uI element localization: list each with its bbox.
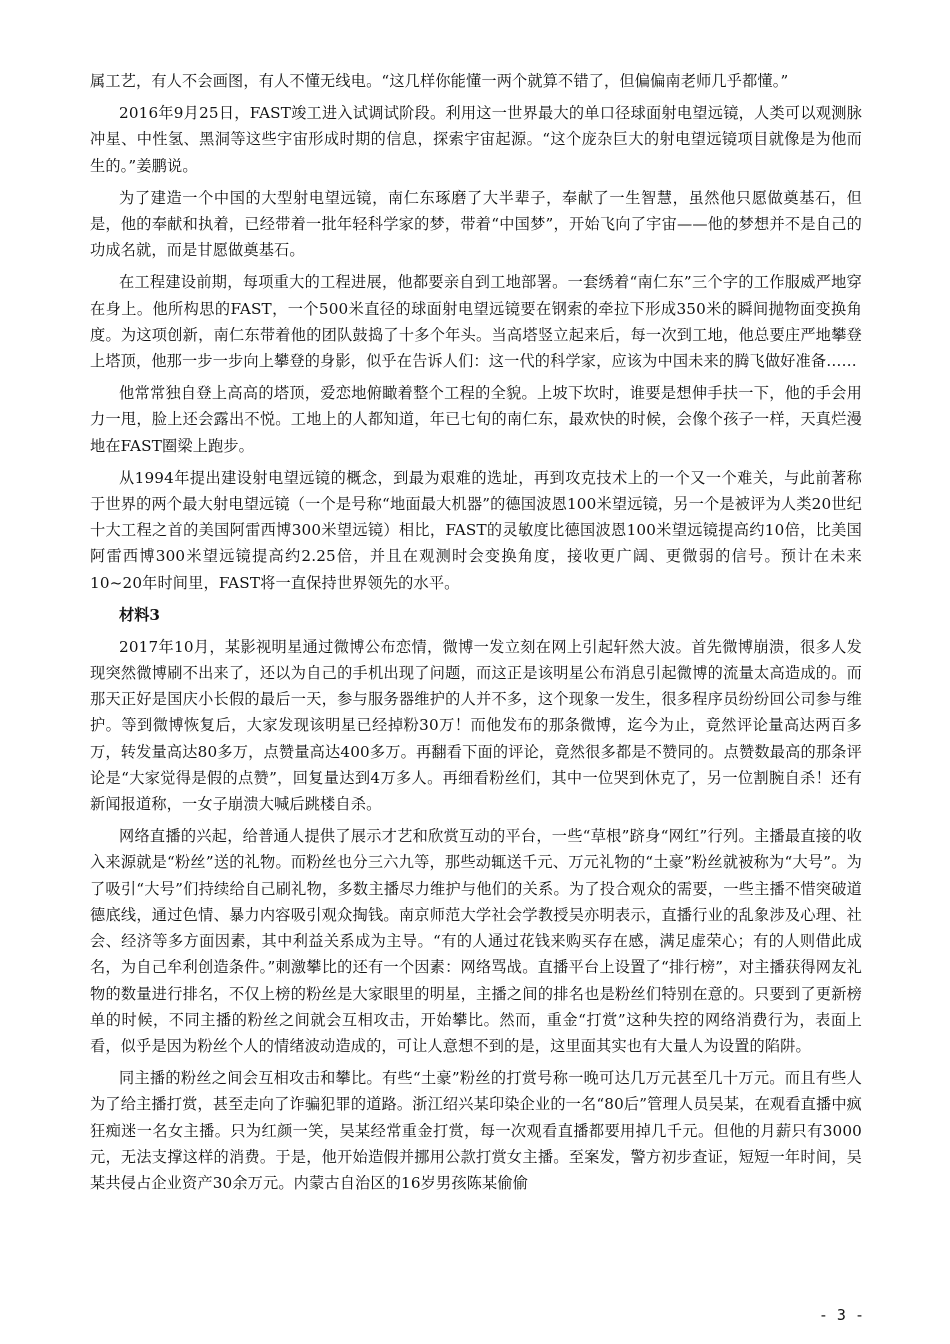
page-number: - 3 - [818,1306,864,1324]
paragraph-4: 在工程建设前期，每项重大的工程进展，他都要亲自到工地部署。一套绣着“南仁东”三个字的工作服威严地穿在身上。他所构思的FAST，一个500米直径的球面射电望远镜要在钢索的牵拉下形成350米的瞬间抛物面变换角度。为这项创新，南仁东带着他的团队鼓捣了十多个年头。当高塔竖立起来后，每一次到工地，他总要庄严地攀登上塔顶，他那一步一步向上攀登的身影，似乎在告诉人们：这一代的科学家，应该为中国未来的腾飞做好准备…… [90,273,862,371]
paragraph-3: 为了建造一个中国的大型射电望远镜，南仁东琢磨了大半辈子，奉献了一生智慧，虽然他只愿做奠基石，但是，他的奉献和执着，已经带着一批年轻科学家的梦，带着“中国梦”，开始飞向了宇宙——他的梦想并不是自己的功成名就，而是甘愿做奠基石。 [90,188,862,260]
paragraph-5: 他常常独自登上高高的塔顶，爱恋地俯瞰着整个工程的全貌。上坡下坎时，谁要是想伸手扶一下，他的手会用力一甩，脸上还会露出不悦。工地上的人都知道，年已七旬的南仁东，最欢快的时候，会像个孩子一样，天真烂漫地在FAST圈梁上跑步。 [90,384,862,455]
paragraph-7: 2017年10月，某影视明星通过微博公布恋情，微博一发立刻在网上引起轩然大波。首先微博崩溃，很多人发现突然微博刷不出来了，还以为自己的手机出现了问题，而这正是该明星公布消息引起微博的流量太高造成的。而那天正好是国庆小长假的最后一天，参与服务器维护的人并不多，这个现象一发生，很多程序员纷纷回公司参与维护。等到微博恢复后，大家发现该明星已经掉粉30万！而他发布的那条微博，迄今为止，竟然评论量高达两百多万，转发量高达80多万，点赞量高达400多万。再翻看下面的评论，竟然很多都是不赞同的。点赞数最高的那条评论是“大家觉得是假的点赞”，回复量达到4万多人。再细看粉丝们，其中一位哭到休克了，另一位割腕自杀！还有新闻报道称，一女子崩溃大喊后跳楼自杀。 [90,637,862,814]
document-page [90,68,862,1202]
paragraph-9: 同主播的粉丝之间会互相攻击和攀比。有些“土豪”粉丝的打赏号称一晚可达几万元甚至几十万元。而且有些人为了给主播打赏，甚至走向了诈骗犯罪的道路。浙江绍兴某印染企业的一名“80后”管理人员吴某，在观看直播中疯狂痴迷一名女主播。只为红颜一笑，吴某经常重金打赏，每一次观看直播都要用掉几千元。但他的月薪只有3000元，无法支撑这样的消费。于是，他开始造假并挪用公款打赏女主播。至案发，警方初步查证，短短一年时间，吴某共侵占企业资产30余万元。内蒙古自治区的16岁男孩陈某偷偷 [90,1069,862,1192]
paragraph-8: 网络直播的兴起，给普通人提供了展示才艺和欣赏互动的平台，一些“草根”跻身“网红”行列。主播最直接的收入来源就是“粉丝”送的礼物。而粉丝也分三六九等，那些动辄送千元、万元礼物的“土豪”粉丝就被称为“大号”。为了吸引“大号”们持续给自己刷礼物，多数主播尽力维护与他们的关系。为了投合观众的需要，一些主播不惜突破道德底线，通过色情、暴力内容吸引观众掏钱。南京师范大学社会学教授吴亦明表示，直播行业的乱象涉及心理、社会、经济等多方面因素，其中利益关系成为主导。“有的人通过花钱来购买存在感，满足虚荣心；有的人则借此成名，为自己牟利创造条件。”刺激攀比的还有一个因素：网络骂战。直播平台上设置了“排行榜”，对主播获得网友礼物的数量进行排名，不仅上榜的粉丝是大家眼里的明星，主播之间的排名也是粉丝们特别在意的。只要到了更新榜单的时候，不同主播的粉丝之间就会互相攻击，开始攀比。然而，重金“打赏”这种失控的网络消费行为，表面上看，似乎是因为粉丝个人的情绪波动造成的，可让人意想不到的是，这里面其实也有大量人为设置的陷阱。 [90,827,862,1055]
paragraph-1: 属工艺，有人不会画图，有人不懂无线电。“这几样你能懂一两个就算不错了，但偏偏南老师几乎都懂。” [90,72,789,90]
paragraph-2: 2016年9月25日，FAST竣工进入试调试阶段。利用这一世界最大的单口径球面射电望远镜，人类可以观测脉冲星、中性氢、黑洞等这些宇宙形成时期的信息，探索宇宙起源。“这个庞杂巨大的射电望远镜项目就像是为他而生的。”姜鹏说。 [90,104,862,175]
paragraph-6: 从1994年提出建设射电望远镜的概念，到最为艰难的选址，再到攻克技术上的一个又一个难关，与此前著称于世界的两个最大射电望远镜（一个是号称“地面最大机器”的德国波恩100米望远镜，另一个是被评为人类20世纪十大工程之首的美国阿雷西博300米望远镜）相比，FAST的灵敏度比德国波恩100米望远镜提高约10倍，比美国阿雷西博300米望远镜提高约2.25倍，并且在观测时会变换角度，接收更广阔、更微弱的信号。预计在未来10~20年时间里，FAST将一直保持世界领先的水平。 [90,468,862,592]
section-heading-material-3: 材料3 [119,605,160,624]
